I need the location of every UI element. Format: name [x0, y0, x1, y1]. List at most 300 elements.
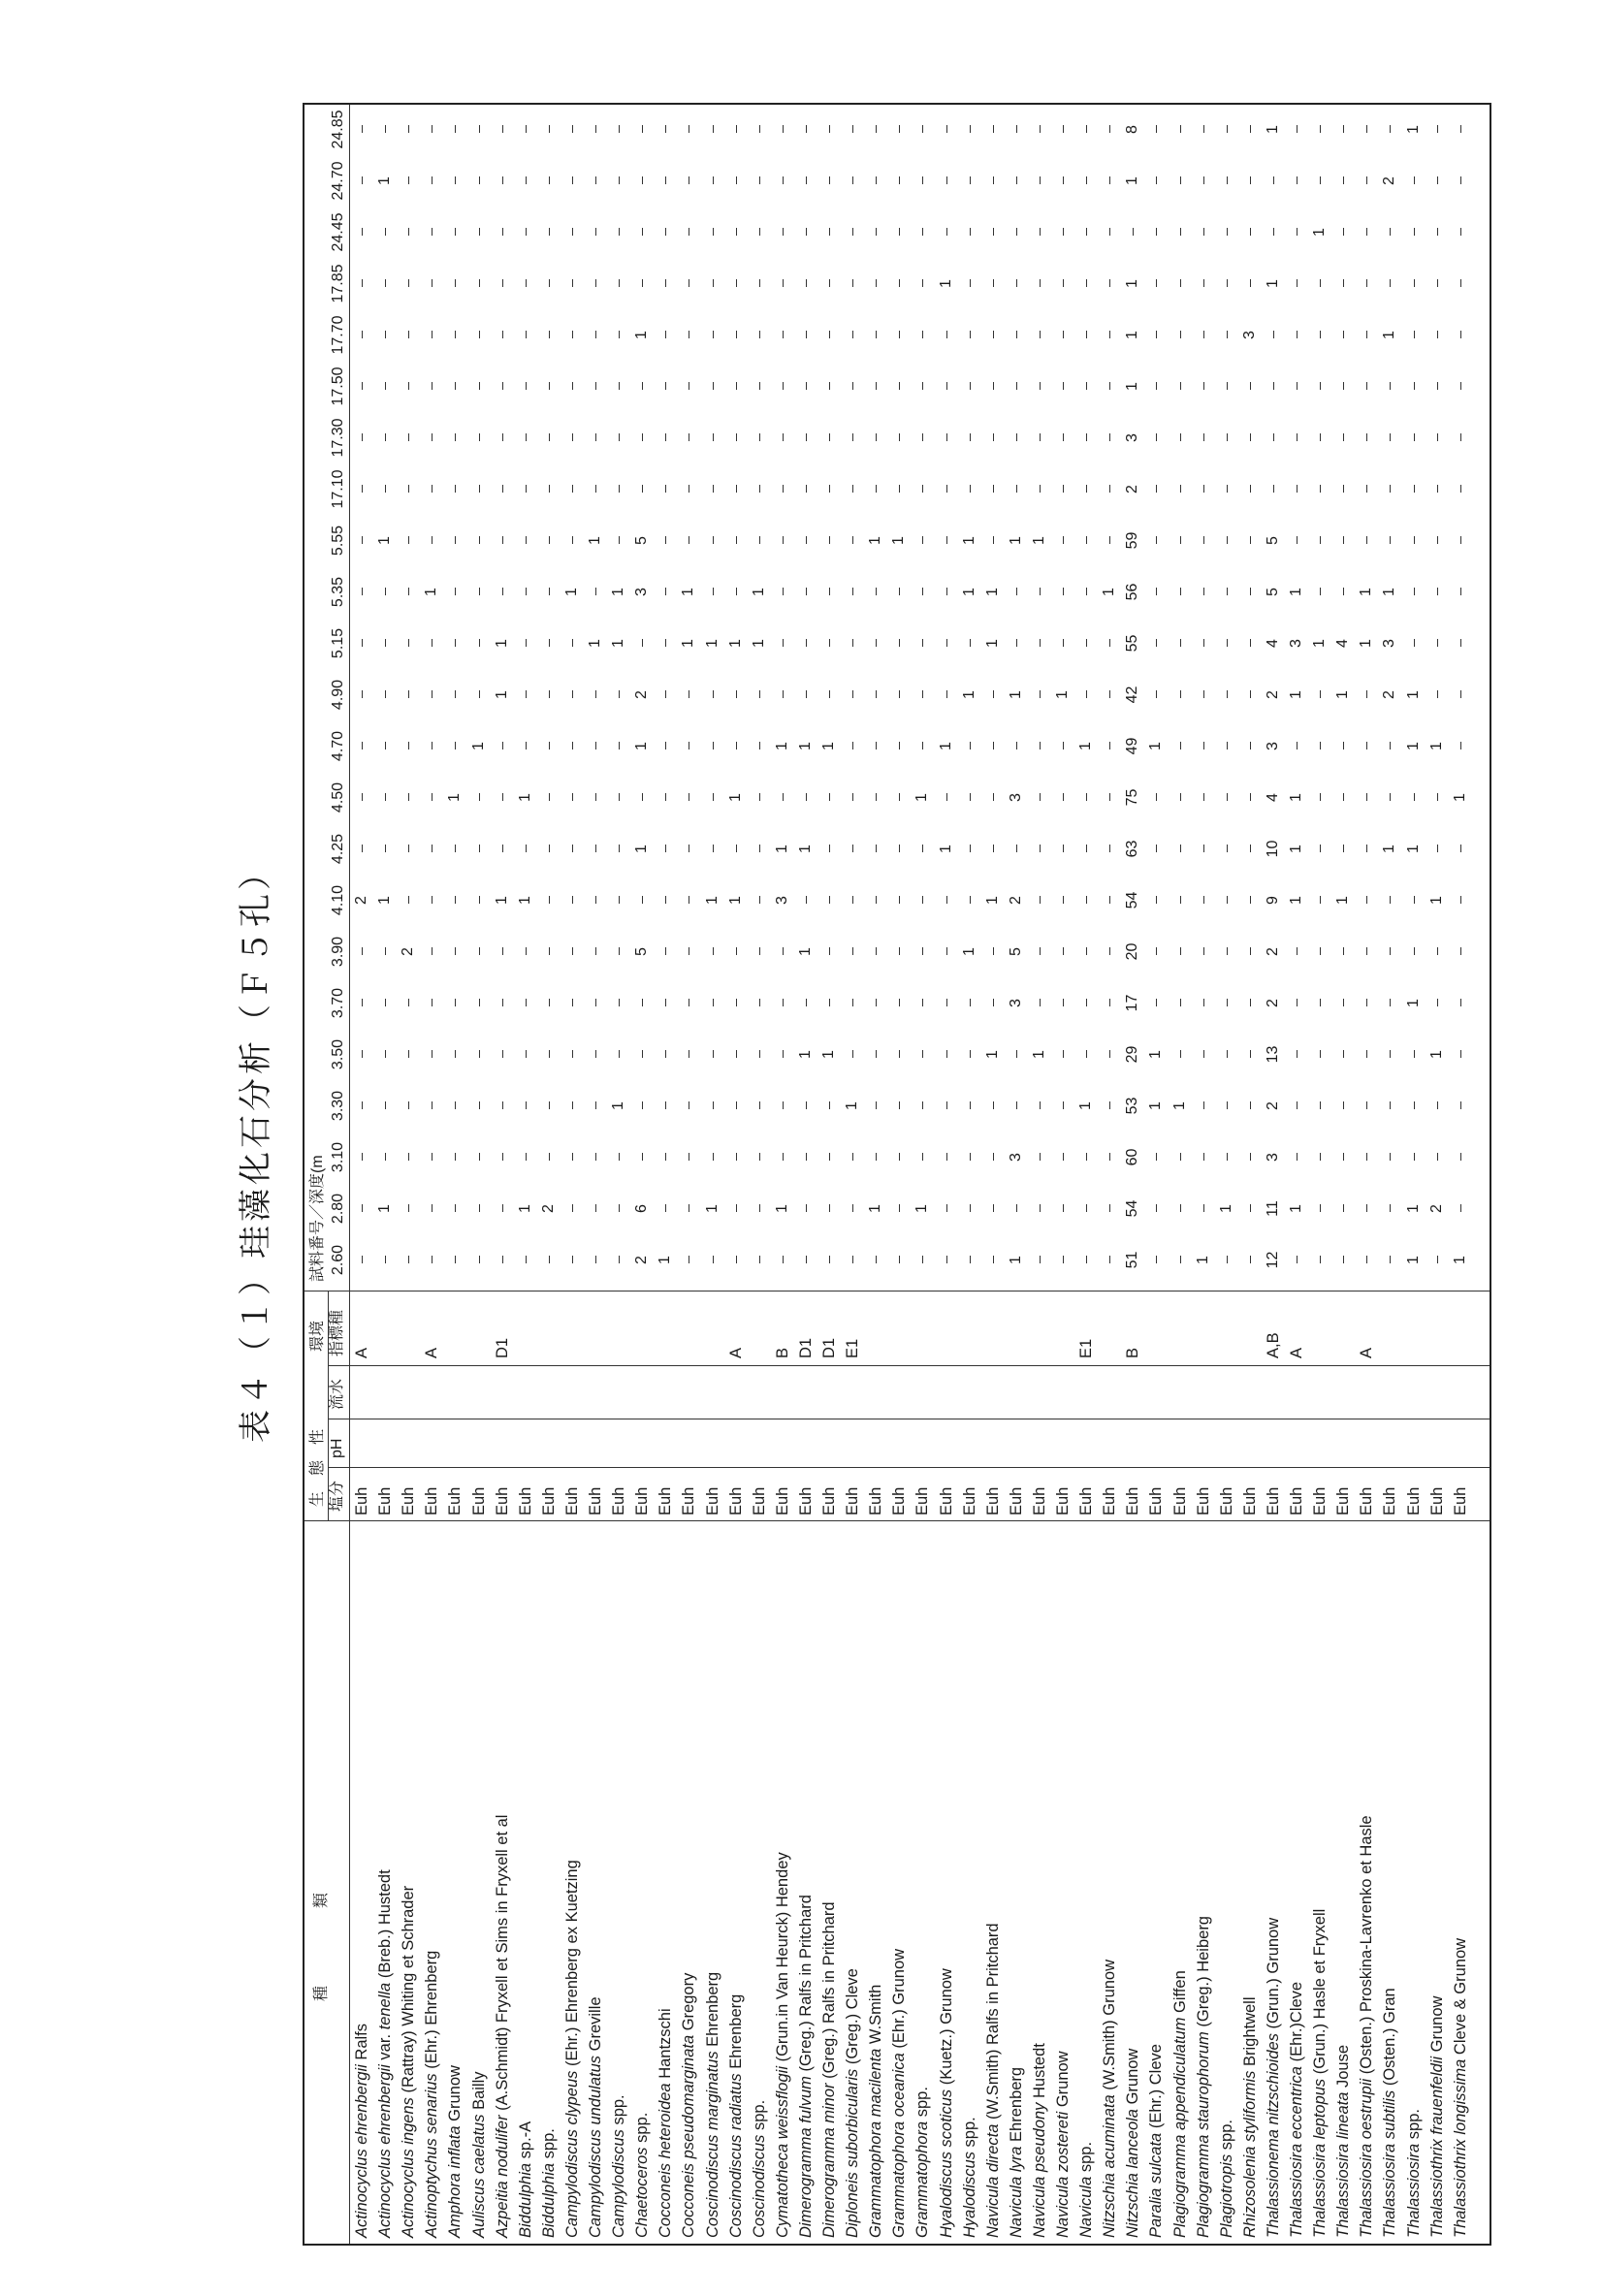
count-cell: 2 — [1264, 690, 1281, 699]
empty-cell-dash — [713, 383, 714, 391]
empty-cell-dash — [922, 177, 923, 185]
empty-cell-dash — [1414, 1102, 1415, 1110]
empty-cell-dash — [1250, 743, 1251, 750]
empty-cell-dash — [829, 229, 830, 237]
sample-depth-header: 試料番号／深度(m — [309, 1155, 326, 1282]
empty-cell-dash — [432, 1257, 433, 1264]
species-name-italic: Diploneis suborbicularis — [844, 2068, 862, 2238]
depth-label: 3.50 — [330, 1038, 346, 1070]
empty-cell-dash — [1343, 126, 1344, 134]
species-author: spp. — [610, 2094, 628, 2130]
empty-cell-dash — [385, 383, 386, 391]
species-name-italic: Chaetoceros — [633, 2147, 652, 2238]
empty-cell-dash — [479, 280, 480, 288]
empty-cell-dash — [852, 434, 853, 442]
empty-cell-dash — [502, 332, 503, 339]
table-row — [471, 2072, 488, 2239]
salinity-cell: Euh — [1264, 1486, 1282, 1515]
count-cell: 1 — [960, 536, 977, 545]
empty-cell-dash — [479, 229, 480, 237]
empty-cell-dash — [479, 794, 480, 802]
empty-cell-dash — [1366, 1000, 1367, 1007]
empty-cell-dash — [1460, 1000, 1461, 1007]
empty-cell-dash — [1203, 1205, 1204, 1213]
empty-cell-dash — [665, 280, 666, 288]
empty-cell-dash — [1109, 126, 1110, 134]
empty-cell-dash — [1250, 280, 1251, 288]
empty-cell-dash — [946, 1154, 947, 1162]
count-cell: 3 — [1007, 999, 1024, 1007]
empty-cell-dash — [1040, 1257, 1041, 1264]
empty-cell-dash — [642, 434, 643, 442]
table-row — [1359, 1815, 1375, 2238]
table-row — [1312, 1909, 1329, 2238]
empty-cell-dash — [806, 434, 807, 442]
empty-cell-dash — [1180, 177, 1181, 185]
count-cell: 1 — [1288, 690, 1304, 699]
empty-cell-dash — [1086, 383, 1087, 391]
empty-cell-dash — [619, 948, 620, 956]
empty-cell-dash — [1390, 1051, 1391, 1059]
empty-cell-dash — [1063, 589, 1064, 596]
empty-cell-dash — [502, 280, 503, 288]
empty-cell-dash — [852, 1051, 853, 1059]
empty-cell-dash — [1297, 177, 1298, 185]
empty-cell-dash — [1250, 1051, 1251, 1059]
empty-cell-dash — [1320, 280, 1321, 288]
salinity-cell: Euh — [353, 1486, 370, 1515]
count-cell: 1 — [983, 1050, 1001, 1059]
empty-cell-dash — [1180, 1000, 1181, 1007]
empty-cell-dash — [1460, 743, 1461, 750]
depth-label: 4.90 — [330, 679, 346, 711]
empty-cell-dash — [455, 948, 456, 956]
column-divider — [304, 1520, 1490, 1521]
salinity-cell: Euh — [983, 1486, 1002, 1515]
count-cell: 1 — [1404, 1256, 1422, 1264]
indicator-header-bottom: 指標種 — [329, 1309, 345, 1356]
empty-cell-dash — [970, 434, 971, 442]
empty-cell-dash — [432, 332, 433, 339]
empty-cell-dash — [806, 177, 807, 185]
species-name-italic: Navicula pseudony — [1030, 2102, 1048, 2238]
count-cell: 1 — [1427, 896, 1445, 905]
empty-cell-dash — [595, 1154, 596, 1162]
count-cell: 4 — [1264, 793, 1281, 802]
empty-cell-dash — [526, 486, 527, 494]
empty-cell-dash — [549, 948, 550, 956]
empty-cell-dash — [526, 1000, 527, 1007]
empty-cell-dash — [1460, 1051, 1461, 1059]
empty-cell-dash — [713, 1257, 714, 1264]
empty-cell-dash — [572, 229, 573, 237]
empty-cell-dash — [1156, 537, 1157, 545]
empty-cell-dash — [1343, 434, 1344, 442]
empty-cell-dash — [1460, 1205, 1461, 1213]
empty-cell-dash — [922, 434, 923, 442]
empty-cell-dash — [1297, 434, 1298, 442]
empty-cell-dash — [619, 1000, 620, 1007]
empty-cell-dash — [899, 1102, 900, 1110]
empty-cell-dash — [783, 537, 784, 545]
species-name-italic: Campylodiscus undulatus — [587, 2055, 604, 2238]
count-cell: 3 — [633, 588, 651, 596]
empty-cell-dash — [1040, 743, 1041, 750]
empty-cell-dash — [970, 897, 971, 905]
empty-cell-dash — [713, 126, 714, 134]
empty-cell-dash — [876, 332, 877, 339]
depth-label: 17.85 — [330, 264, 346, 303]
species-name-italic: Rhizosolenia styliformis — [1240, 2070, 1259, 2238]
empty-cell-dash — [1320, 948, 1321, 956]
empty-cell-dash — [759, 794, 760, 802]
table-row — [1429, 1996, 1446, 2238]
empty-cell-dash — [759, 1051, 760, 1059]
empty-cell-dash — [1460, 1102, 1461, 1110]
empty-cell-dash — [1227, 640, 1228, 648]
empty-cell-dash — [829, 332, 830, 339]
species-name-italic: Actinocyclus ehrenbergii — [353, 2064, 370, 2238]
species-name-italic: Thalassiothrix longissima — [1451, 2058, 1469, 2238]
empty-cell-dash — [736, 845, 737, 853]
table-row — [657, 2008, 674, 2238]
empty-cell-dash — [526, 1102, 527, 1110]
empty-cell-dash — [829, 640, 830, 648]
count-cell: 1 — [1381, 331, 1398, 339]
empty-cell-dash — [595, 434, 596, 442]
empty-cell-dash — [1460, 640, 1461, 648]
empty-cell-dash — [549, 1051, 550, 1059]
salinity-cell: Euh — [469, 1486, 488, 1515]
count-cell: 1 — [703, 639, 721, 648]
empty-cell-dash — [970, 383, 971, 391]
species-name-italic: Amphora inflata — [446, 2125, 465, 2238]
empty-cell-dash — [1343, 743, 1344, 750]
species-name-italic: Grammatophora oceanica — [890, 2053, 909, 2238]
empty-cell-dash — [665, 434, 666, 442]
salinity-cell: Euh — [1240, 1486, 1259, 1515]
count-cell: 1 — [1404, 1204, 1422, 1213]
empty-cell-dash — [1203, 794, 1204, 802]
empty-cell-dash — [549, 537, 550, 545]
empty-cell-dash — [946, 948, 947, 956]
empty-cell-dash — [385, 486, 386, 494]
empty-cell-dash — [922, 332, 923, 339]
empty-cell-dash — [1109, 486, 1110, 494]
empty-cell-dash — [1250, 537, 1251, 545]
empty-cell-dash — [876, 1257, 877, 1264]
table-row — [354, 2024, 370, 2238]
empty-cell-dash — [713, 1154, 714, 1162]
empty-cell-dash — [526, 948, 527, 956]
empty-cell-dash — [946, 640, 947, 648]
empty-cell-dash — [993, 537, 994, 545]
empty-cell-dash — [783, 434, 784, 442]
empty-cell-dash — [642, 1102, 643, 1110]
empty-cell-dash — [1203, 1154, 1204, 1162]
count-cell: 1 — [633, 845, 651, 853]
empty-cell-dash — [1437, 229, 1438, 237]
salinity-cell: Euh — [1030, 1486, 1048, 1515]
species-author: (Ehr.) Ehrenberg ex Kuetzing — [562, 1860, 581, 2071]
empty-cell-dash — [1366, 1102, 1367, 1110]
empty-cell-dash — [783, 1000, 784, 1007]
empty-cell-dash — [385, 1154, 386, 1162]
count-cell: 2 — [1124, 485, 1141, 494]
empty-cell-dash — [502, 537, 503, 545]
species-author: (Breb.) Hustedt — [376, 1869, 395, 1983]
empty-cell-dash — [1016, 434, 1017, 442]
empty-cell-dash — [1180, 486, 1181, 494]
empty-cell-dash — [432, 897, 433, 905]
empty-cell-dash — [408, 126, 409, 134]
empty-cell-dash — [1227, 537, 1228, 545]
empty-cell-dash — [1063, 229, 1064, 237]
empty-cell-dash — [899, 589, 900, 596]
empty-cell-dash — [899, 640, 900, 648]
empty-cell-dash — [1273, 383, 1274, 391]
empty-cell-dash — [736, 948, 737, 956]
empty-cell-dash — [1180, 743, 1181, 750]
empty-cell-dash — [1156, 383, 1157, 391]
empty-cell-dash — [572, 897, 573, 905]
empty-cell-dash — [432, 794, 433, 802]
empty-cell-dash — [852, 589, 853, 596]
empty-cell-dash — [385, 845, 386, 853]
empty-cell-dash — [1203, 1102, 1204, 1110]
empty-cell-dash — [759, 845, 760, 853]
empty-cell-dash — [829, 1154, 830, 1162]
empty-cell-dash — [479, 126, 480, 134]
empty-cell-dash — [595, 743, 596, 750]
count-cell: 63 — [1124, 840, 1141, 858]
empty-cell-dash — [432, 383, 433, 391]
count-cell: 17 — [1124, 994, 1141, 1012]
empty-cell-dash — [1016, 1205, 1017, 1213]
empty-cell-dash — [993, 1205, 994, 1213]
empty-cell-dash — [526, 537, 527, 545]
species-name-italic: Thalassiosira leptopus — [1311, 2078, 1330, 2238]
empty-cell-dash — [1109, 280, 1110, 288]
empty-cell-dash — [1250, 1102, 1251, 1110]
species-name-italic: Campylodiscus clypeus — [562, 2070, 581, 2238]
count-cell: 1 — [633, 742, 651, 750]
empty-cell-dash — [783, 1154, 784, 1162]
count-cell: 1 — [1288, 1204, 1304, 1213]
empty-cell-dash — [1460, 897, 1461, 905]
empty-cell-dash — [829, 589, 830, 596]
empty-cell-dash — [432, 486, 433, 494]
count-cell: 1 — [1404, 742, 1422, 750]
empty-cell-dash — [783, 1102, 784, 1110]
species-name-italic: Grammatophora macilenta — [867, 2048, 885, 2238]
empty-cell-dash — [665, 794, 666, 802]
count-cell: 3 — [1007, 1153, 1024, 1162]
empty-cell-dash — [783, 229, 784, 237]
species-name-italic: Nitzschia acuminata — [1101, 2094, 1119, 2238]
species-name-italic: Navicula zostereti — [1054, 2111, 1072, 2238]
empty-cell-dash — [1390, 1154, 1391, 1162]
empty-cell-dash — [806, 126, 807, 134]
empty-cell-dash — [1109, 1257, 1110, 1264]
species-author: spp. — [960, 2117, 978, 2152]
empty-cell-dash — [1460, 434, 1461, 442]
empty-cell-dash — [549, 229, 550, 237]
empty-cell-dash — [455, 691, 456, 699]
count-cell: 1 — [983, 639, 1001, 648]
empty-cell-dash — [736, 1205, 737, 1213]
indicator-cell: B — [773, 1347, 791, 1358]
empty-cell-dash — [595, 383, 596, 391]
empty-cell-dash — [946, 1051, 947, 1059]
empty-cell-dash — [455, 897, 456, 905]
count-cell: 20 — [1124, 942, 1141, 961]
count-cell: 55 — [1124, 634, 1141, 653]
species-name-italic: Actinocyclus ehrenbergii — [376, 2064, 395, 2238]
empty-cell-dash — [1437, 383, 1438, 391]
count-cell: 3 — [1264, 742, 1281, 750]
empty-cell-dash — [713, 537, 714, 545]
empty-cell-dash — [829, 177, 830, 185]
depth-label: 4.25 — [330, 833, 346, 865]
empty-cell-dash — [455, 743, 456, 750]
empty-cell-dash — [1460, 383, 1461, 391]
count-cell: 2 — [353, 896, 369, 905]
empty-cell-dash — [1343, 1257, 1344, 1264]
empty-cell-dash — [572, 537, 573, 545]
species-name-italic: Plagiogramma appendiculatum — [1170, 2017, 1189, 2238]
empty-cell-dash — [1086, 486, 1087, 494]
empty-cell-dash — [502, 1154, 503, 1162]
empty-cell-dash — [852, 1000, 853, 1007]
empty-cell-dash — [1390, 1257, 1391, 1264]
salinity-cell: Euh — [1101, 1486, 1119, 1515]
empty-cell-dash — [1414, 486, 1415, 494]
empty-cell-dash — [1273, 332, 1274, 339]
empty-cell-dash — [526, 383, 527, 391]
count-cell: 1 — [493, 639, 510, 648]
empty-cell-dash — [1460, 177, 1461, 185]
empty-cell-dash — [876, 126, 877, 134]
empty-cell-dash — [432, 845, 433, 853]
empty-cell-dash — [1040, 486, 1041, 494]
empty-cell-dash — [852, 897, 853, 905]
empty-cell-dash — [1086, 1257, 1087, 1264]
count-cell: 49 — [1124, 737, 1141, 755]
empty-cell-dash — [876, 1154, 877, 1162]
empty-cell-dash — [876, 897, 877, 905]
empty-cell-dash — [526, 845, 527, 853]
empty-cell-dash — [1366, 897, 1367, 905]
empty-cell-dash — [806, 229, 807, 237]
empty-cell-dash — [526, 177, 527, 185]
empty-cell-dash — [1343, 845, 1344, 853]
empty-cell-dash — [1156, 486, 1157, 494]
count-cell: 1 — [913, 793, 931, 802]
salinity-cell: Euh — [1381, 1486, 1399, 1515]
empty-cell-dash — [946, 229, 947, 237]
empty-cell-dash — [922, 691, 923, 699]
empty-cell-dash — [1297, 1102, 1298, 1110]
empty-cell-dash — [1180, 1205, 1181, 1213]
species-name-italic: Navicula lyra — [1007, 2146, 1025, 2238]
empty-cell-dash — [549, 897, 550, 905]
empty-cell-dash — [572, 845, 573, 853]
empty-cell-dash — [502, 743, 503, 750]
empty-cell-dash — [1016, 640, 1017, 648]
depth-label: 3.10 — [330, 1141, 346, 1173]
empty-cell-dash — [1320, 589, 1321, 596]
salinity-cell: Euh — [844, 1486, 862, 1515]
depth-label: 3.90 — [330, 936, 346, 968]
empty-cell-dash — [759, 948, 760, 956]
empty-cell-dash — [1227, 1257, 1228, 1264]
empty-cell-dash — [1040, 1000, 1041, 1007]
empty-cell-dash — [595, 794, 596, 802]
empty-cell-dash — [1414, 589, 1415, 596]
empty-cell-dash — [946, 691, 947, 699]
empty-cell-dash — [1460, 589, 1461, 596]
empty-cell-dash — [549, 126, 550, 134]
empty-cell-dash — [1297, 948, 1298, 956]
empty-cell-dash — [1250, 486, 1251, 494]
empty-cell-dash — [899, 743, 900, 750]
empty-cell-dash — [1343, 1102, 1344, 1110]
empty-cell-dash — [806, 691, 807, 699]
empty-cell-dash — [502, 434, 503, 442]
empty-cell-dash — [1250, 1154, 1251, 1162]
empty-cell-dash — [759, 177, 760, 185]
empty-cell-dash — [759, 1154, 760, 1162]
empty-cell-dash — [852, 1154, 853, 1162]
empty-cell-dash — [1320, 1205, 1321, 1213]
count-cell: 60 — [1124, 1148, 1141, 1166]
count-cell: 1 — [1147, 1050, 1165, 1059]
empty-cell-dash — [806, 280, 807, 288]
empty-cell-dash — [876, 1051, 877, 1059]
indicator-cell: D1 — [820, 1337, 838, 1358]
empty-cell-dash — [408, 177, 409, 185]
count-cell: 1 — [1451, 1256, 1468, 1264]
table-row — [634, 2113, 651, 2238]
empty-cell-dash — [946, 126, 947, 134]
species-author: spp. — [750, 2099, 768, 2135]
empty-cell-dash — [876, 486, 877, 494]
empty-cell-dash — [876, 177, 877, 185]
empty-cell-dash — [1109, 897, 1110, 905]
empty-cell-dash — [876, 1000, 877, 1007]
count-cell: 1 — [1288, 845, 1304, 853]
count-cell: 2 — [1264, 999, 1281, 1007]
count-cell: 1 — [1288, 588, 1304, 596]
species-name-italic: Navicula — [1077, 2176, 1096, 2238]
depth-label: 17.70 — [330, 315, 346, 355]
count-cell: 1 — [1124, 176, 1141, 185]
species-author: Hantzschi — [657, 2008, 675, 2084]
empty-cell-dash — [455, 434, 456, 442]
table-row — [495, 1815, 511, 2238]
empty-cell-dash — [455, 589, 456, 596]
table-row — [705, 1972, 721, 2238]
empty-cell-dash — [1016, 332, 1017, 339]
empty-cell-dash — [1414, 948, 1415, 956]
empty-cell-dash — [1063, 177, 1064, 185]
empty-cell-dash — [1227, 332, 1228, 339]
salinity-cell: Euh — [890, 1486, 909, 1515]
species-name-italic: Thalassiosira — [1404, 2143, 1423, 2238]
empty-cell-dash — [829, 691, 830, 699]
empty-cell-dash — [1016, 486, 1017, 494]
